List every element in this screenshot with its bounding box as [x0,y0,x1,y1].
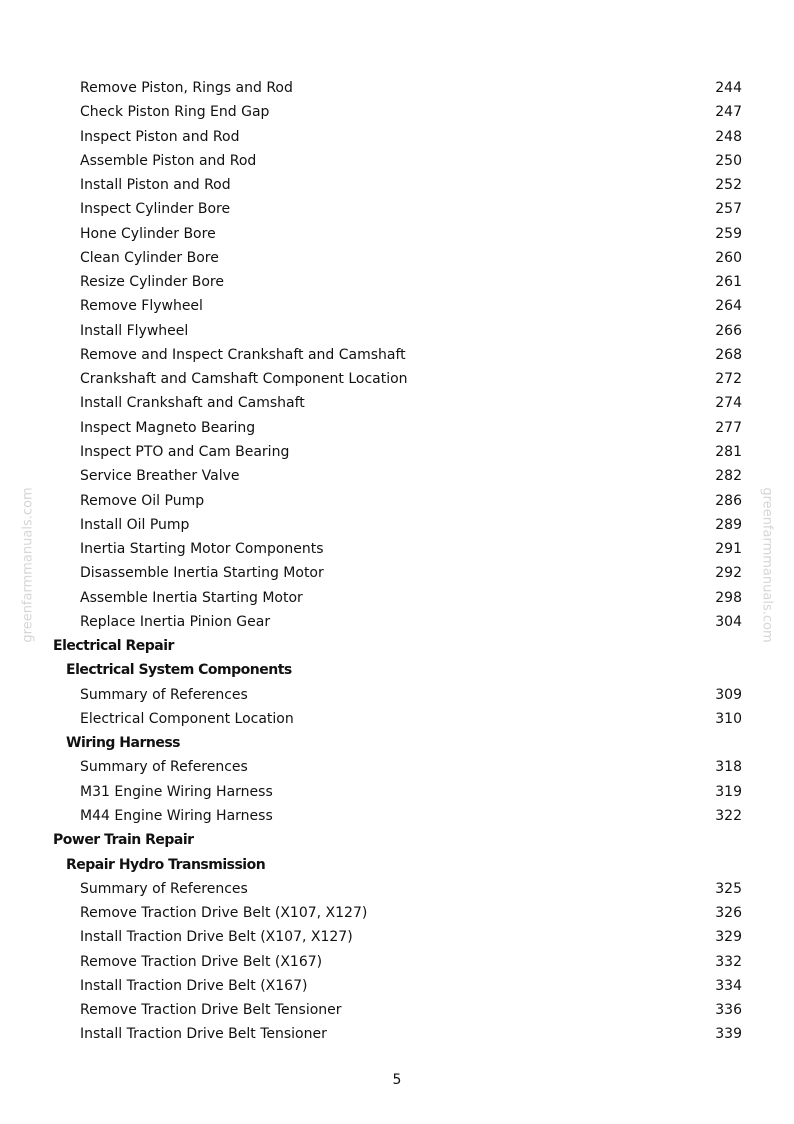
toc-entry-title: Electrical Component Location [80,710,294,727]
toc-entry-title: Install Traction Drive Belt Tensioner [80,1026,327,1043]
toc-entry-title: M31 Engine Wiring Harness [80,783,273,800]
toc-entry-page: 277 [715,419,742,436]
toc-entry-page: 286 [715,492,742,509]
toc-entry-page: 292 [715,565,742,582]
toc-entry-page: 318 [715,759,742,776]
toc-entry-title: Inspect Cylinder Bore [80,201,231,218]
toc-heading[interactable] [0,731,794,755]
toc-entry-title: Clean Cylinder Bore [80,249,219,266]
toc-entry[interactable] [0,391,794,415]
toc-entry-page: 339 [715,1026,742,1043]
toc-entry[interactable] [0,755,794,779]
toc-entry-page: 244 [715,80,742,96]
toc-entry-title: Resize Cylinder Bore [80,274,224,291]
toc-entry-page: 291 [715,541,742,558]
toc-entry[interactable] [0,319,794,343]
toc-entry[interactable] [0,974,794,998]
toc-entry-page: 334 [715,977,742,994]
toc-entry-title: Remove Traction Drive Belt (X167) [80,953,323,970]
toc-entry[interactable] [0,76,794,100]
toc-heading[interactable] [0,658,794,682]
toc-entry-page: 264 [715,298,742,315]
toc-entry[interactable] [0,343,794,367]
toc-entry[interactable] [0,416,794,440]
toc-entry-title: Install Piston and Rod [80,177,231,194]
toc-heading[interactable] [0,634,794,658]
toc-entry[interactable] [0,367,794,391]
toc-entry-page: 250 [715,152,742,169]
toc-entry-page: 332 [715,953,742,970]
toc-entry-title: Summary of References [80,880,248,897]
toc-entry-title: Inspect Magneto Bearing [80,419,256,436]
toc-entry[interactable] [0,950,794,974]
toc-entry-title: Remove Flywheel [80,298,203,315]
toc-entry-page: 298 [715,589,742,606]
toc-entry[interactable] [0,683,794,707]
toc-entry-title: Remove Traction Drive Belt (X107, X127) [80,905,368,922]
toc-entry-page: 319 [715,783,742,800]
toc-entry-page: 310 [715,710,742,727]
toc-entry[interactable] [0,925,794,949]
toc-entry-page: 325 [715,880,742,897]
toc-entry-title: Install Crankshaft and Camshaft [80,395,305,412]
toc-entry-title: Remove and Inspect Crankshaft and Camshaft [80,346,406,363]
toc-entry[interactable] [0,561,794,585]
toc-entry-page: 257 [715,201,742,218]
toc-entry-title: Inspect Piston and Rod [80,128,240,145]
toc-entry-title: Install Traction Drive Belt (X167) [80,977,308,994]
toc-entry-title: Repair Hydro Transmission [66,856,266,873]
page-number: 5 [392,1072,402,1088]
toc-entry-title: Summary of References [80,686,248,703]
toc-entry[interactable] [0,901,794,925]
toc-entry-title: Electrical Repair [53,638,174,655]
toc-entry-title: Remove Traction Drive Belt Tensioner [80,1002,342,1019]
toc-entry-page: 326 [715,905,742,922]
watermark-right: greenfarmmanuals.com [759,487,775,643]
toc-entry-page: 281 [715,443,742,460]
toc-entry-page: 266 [715,322,742,339]
toc-entry-page: 322 [715,807,742,824]
toc-entry-page: 272 [715,371,742,388]
toc-entry-page: 247 [715,104,742,121]
toc-entry[interactable] [0,440,794,464]
toc-entry-title: Install Traction Drive Belt (X107, X127) [80,929,353,946]
toc-entry-page: 329 [715,929,742,946]
toc-entry-page: 274 [715,395,742,412]
toc-entry[interactable] [0,998,794,1022]
toc-entry[interactable] [0,489,794,513]
toc-entry-page: 268 [715,346,742,363]
toc-entry[interactable] [0,1022,794,1046]
toc-entry[interactable] [0,125,794,149]
toc-entry-title: Assemble Piston and Rod [80,152,257,169]
toc-entry[interactable] [0,780,794,804]
toc-entry-title: M44 Engine Wiring Harness [80,807,273,824]
toc-entry-title: Hone Cylinder Bore [80,225,216,242]
toc-entry[interactable] [0,877,794,901]
toc-entry-title: Electrical System Components [66,662,292,679]
toc-entry-page: 252 [715,177,742,194]
toc-entry-title: Assemble Inertia Starting Motor [80,589,303,606]
toc-entry[interactable] [0,464,794,488]
toc-entry-page: 261 [715,274,742,291]
toc-entry[interactable] [0,246,794,270]
toc-entry[interactable] [0,222,794,246]
toc-entry-page: 289 [715,516,742,533]
toc-entry-title: Disassemble Inertia Starting Motor [80,565,324,582]
toc-entry-title: Replace Inertia Pinion Gear [80,613,271,630]
toc-entry[interactable] [0,610,794,634]
toc-entry[interactable] [0,294,794,318]
toc-entry[interactable] [0,804,794,828]
watermark-left: greenfarmmanuals.com [20,487,36,643]
toc-entry-title: Wiring Harness [66,735,181,752]
toc-entry-title: Inertia Starting Motor Components [80,541,324,558]
toc-entry[interactable] [0,707,794,731]
toc-heading[interactable] [0,853,794,877]
toc-entry[interactable] [0,149,794,173]
toc-entry-page: 282 [715,468,742,485]
toc-entry-title: Remove Oil Pump [80,492,205,509]
toc-entry-title: Check Piston Ring End Gap [80,104,270,121]
toc-entry[interactable] [0,537,794,561]
toc-entry-page: 248 [715,128,742,145]
toc-entry-title: Power Train Repair [53,832,194,849]
toc-entry-page: 309 [715,686,742,703]
toc-entry-page: 259 [715,225,742,242]
toc-entry-title: Service Breather Valve [80,468,240,485]
toc-entry-page: 304 [715,613,742,630]
table-of-contents [0,76,794,1047]
toc-entry[interactable] [0,173,794,197]
toc-entry[interactable] [0,197,794,221]
toc-entry-title: Remove Piston, Rings and Rod [80,80,293,96]
toc-entry[interactable] [0,586,794,610]
toc-entry-title: Inspect PTO and Cam Bearing [80,443,290,460]
toc-entry-page: 336 [715,1002,742,1019]
toc-entry[interactable] [0,513,794,537]
toc-entry-title: Install Oil Pump [80,516,190,533]
toc-entry[interactable] [0,100,794,124]
toc-entry-page: 260 [715,249,742,266]
toc-entry-title: Install Flywheel [80,322,189,339]
toc-heading[interactable] [0,828,794,852]
toc-entry-title: Crankshaft and Camshaft Component Location [80,371,408,388]
toc-entry[interactable] [0,270,794,294]
toc-entry-title: Summary of References [80,759,248,776]
